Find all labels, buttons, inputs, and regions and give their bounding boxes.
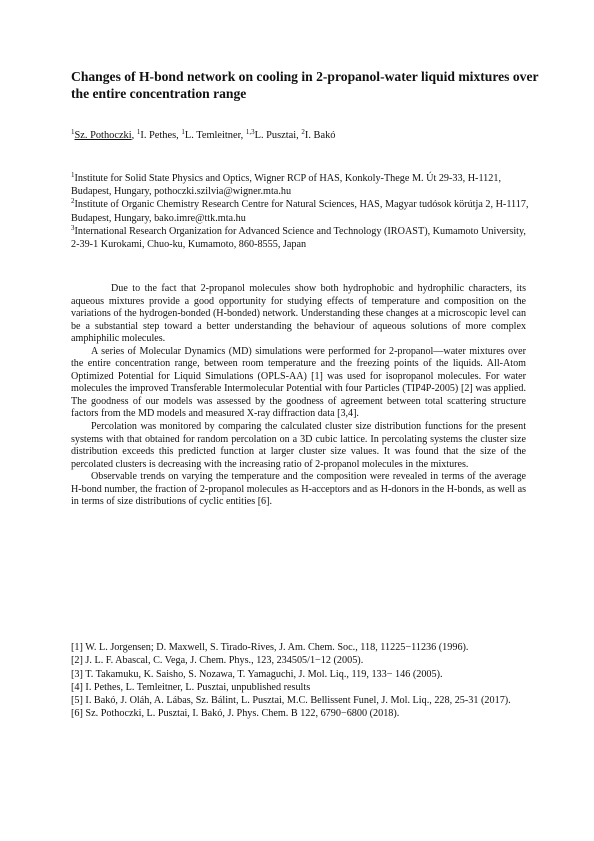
reference-item: [6] Sz. Pothoczki, L. Pusztai, I. Bakó, J. Phys. Chem. B 122, 6790−6800 (2018). <box>71 708 400 720</box>
author-name: I. Pethes <box>140 130 177 141</box>
reference-item: [1] W. L. Jorgensen; D. Maxwell, S. Tirado-Rives, J. Am. Chem. Soc., 118, 11225−11236 (1996). <box>71 642 469 653</box>
affiliation-text: International Research Organization for Advanced Science and Technology (IROAST), Kumamoto University, 2-39-1 Kurokami, Chuo-ku, Kumamoto, 860-8555, Japan <box>71 225 526 251</box>
author <box>301 130 335 141</box>
affiliation-item <box>71 198 533 224</box>
abstract-paragraph: Observable trends on varying the temperature and the composition were revealed in terms of the average H-bond number, the fraction of 2-propanol molecules as H-acceptors and as H-donors in the H-bonds, as well as in terms of size distributions of cyclic entities [6]. <box>71 471 526 508</box>
reference-item: [4] I. Pethes, L. Temleitner, L. Pusztai, unpublished results <box>71 681 311 693</box>
affiliation-number: 1 <box>71 171 75 179</box>
author-list <box>71 129 531 143</box>
abstract-paragraph: Due to the fact that 2-propanol molecules show both hydrophobic and hydrophilic characters, its aqueous mixtures provide a good opportunity for studying effects of temperature and composition on the variations of the hydrogen-bonded (H-bonded) network. Understanding these changes at a microscopic level can be a substantial step toward a better understanding the behaviour of aqueous solutions of more complex amphiphilic molecules. <box>71 283 526 345</box>
reference-item: [2] J. L. F. Abascal, C. Vega, J. Chem. Phys., 123, 234505/1−12 (2005). <box>71 655 364 667</box>
author-affiliation-number: 2 <box>301 128 305 136</box>
author <box>246 130 302 141</box>
affiliation-item <box>71 225 533 251</box>
author-name-presenting: Sz. Pothoczki <box>74 130 132 141</box>
affiliation-number: 2 <box>71 197 75 206</box>
reference-item: [3] T. Takamuku, K. Saisho, S. Nozawa, T. Yamaguchi, J. Mol. Liq., 119, 133− 146 (2005). <box>71 668 443 680</box>
author-name: L. Temleitner <box>184 130 241 141</box>
affiliation-list <box>71 172 533 251</box>
author-affiliation-number: 1 <box>136 128 141 136</box>
reference-list <box>71 641 526 721</box>
author-affiliation-number: 1 <box>181 128 185 136</box>
affiliation-text: Institute of Organic Chemistry Research Centre for Natural Sciences, HAS, Magyar tudósok körútja 2, H-1117, Budapest, Hungary, bako.imre@ttk.mta.hu <box>71 199 529 224</box>
paper-title: Changes of H-bond network on cooling in 2-propanol-water liquid mixtures over the entire concentration range <box>71 69 539 101</box>
author <box>71 130 137 141</box>
author <box>181 130 246 141</box>
reference-item: [5] I. Bakó, J. Oláh, A. Lábas, Sz. Bálint, L. Pusztai, M.C. Bellissent Funel, J. Mol. Liq., 228, 25-31 (2017). <box>71 695 511 707</box>
affiliation-item <box>71 172 533 198</box>
author-separator: , <box>240 130 246 141</box>
affiliation-number: 3 <box>71 223 75 232</box>
author-affiliation-number: 1,3 <box>245 128 255 136</box>
author-name: I. Bakó <box>304 130 336 141</box>
author-separator: , <box>176 130 182 141</box>
author-separator: , <box>131 130 137 141</box>
author <box>137 130 182 141</box>
affiliation-text: Institute for Solid State Physics and Optics, Wigner RCP of HAS, Konkoly-Thege M. Út 29-33, H-1121, Budapest, Hungary, pothoczki.szilvia@wigner.mta.hu <box>71 173 501 198</box>
author-name: L. Pusztai <box>254 130 297 141</box>
abstract-paragraph: A series of Molecular Dynamics (MD) simulations were performed for 2-propanol—water mixtures over the entire concentration range, between room temperature and the freezing points of the liquids. All-Atom Optimized Potential for Liquid Simulations (OPLS-AA) [1] was used for isopropanol molecules. For water molecules the improved Transferable Intermolecular Potential with four Particles (TIP4P-2005) [2] was applied. The goodness of our models was assessed by the goodness of agreement between total scattering structure factors from the MD models and measured X-ray diffraction data [3,4]. <box>71 345 526 420</box>
author-affiliation-number: 1 <box>71 128 75 136</box>
abstract-body <box>71 283 526 509</box>
abstract-paragraph: Percolation was monitored by comparing the calculated cluster size distribution functions for the present systems with that obtained for random percolation on a 3D cubic lattice. In percolating systems the cluster size distribution exceeds this predicted function at larger cluster size values. It was found that the size of the percolated clusters is decreasing with the increasing ratio of 2-propanol molecules in the mixtures. <box>71 421 526 470</box>
author-separator: , <box>296 130 302 141</box>
